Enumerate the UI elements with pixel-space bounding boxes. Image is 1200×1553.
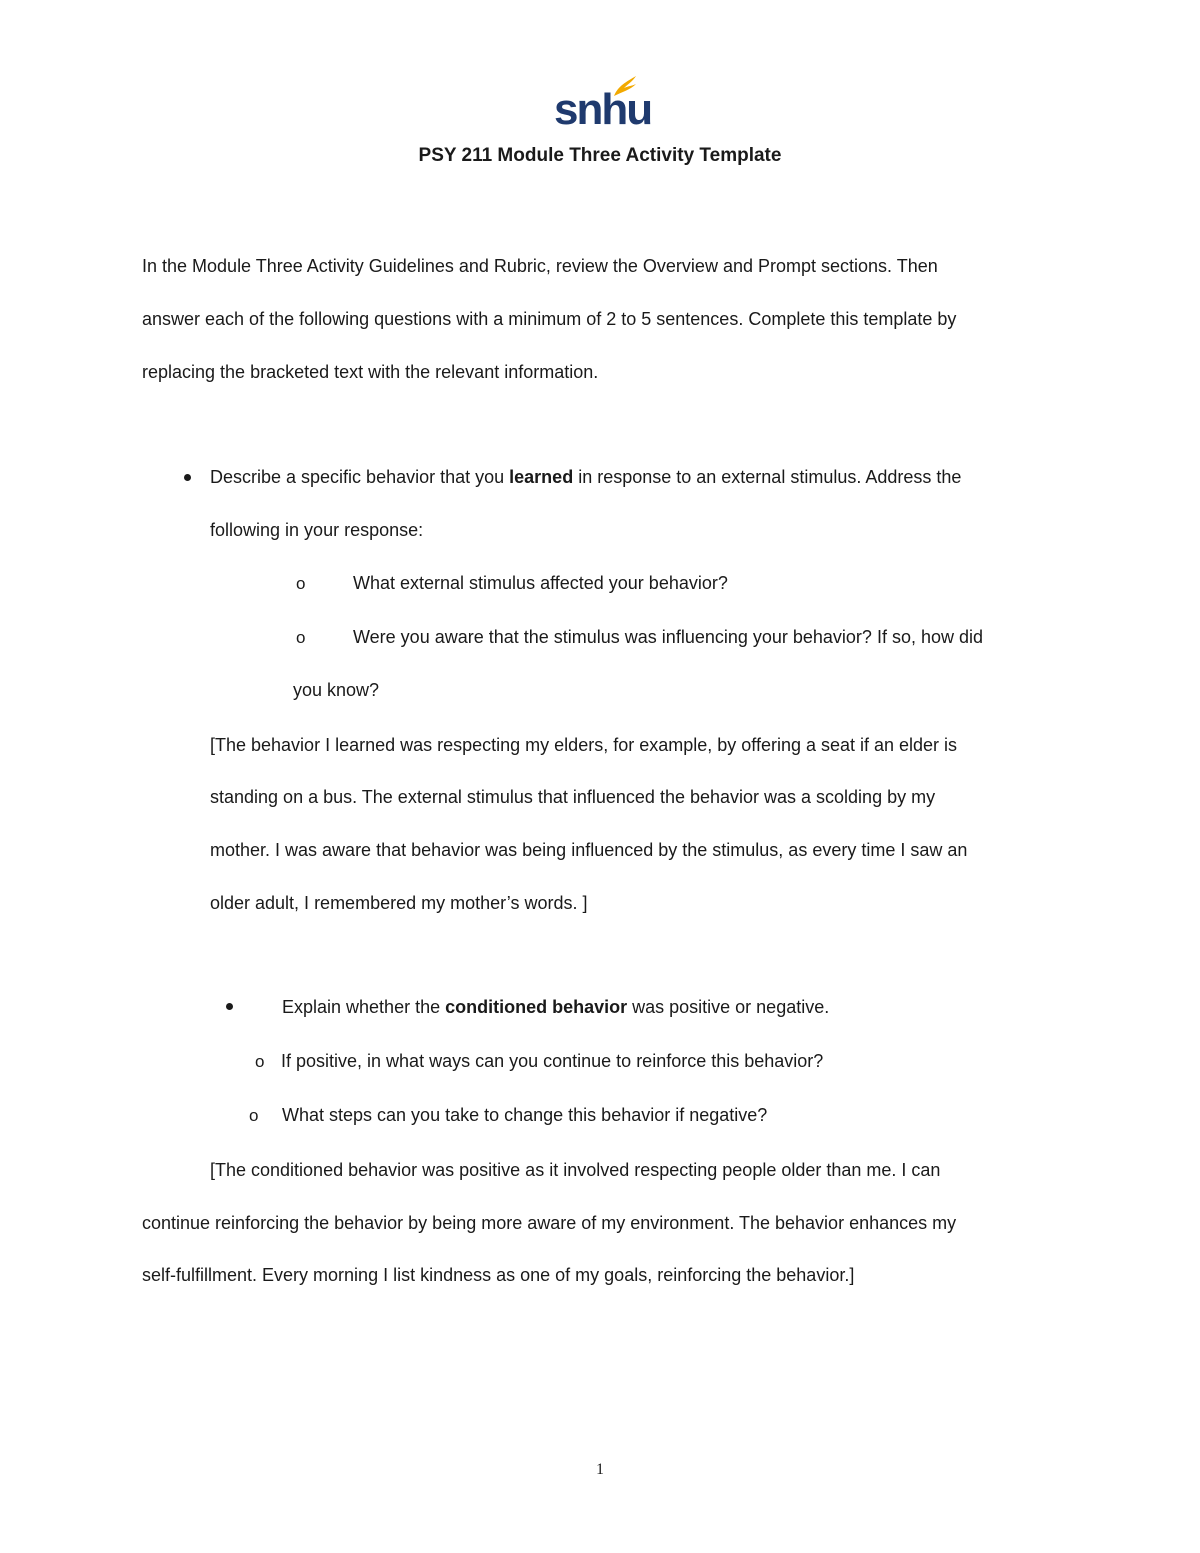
page-title: PSY 211 Module Three Activity Template [418,145,782,166]
q2-prompt-pre: Explain whether the [282,997,446,1017]
logo-wordmark: snhu [554,85,652,134]
sub-bullet-icon: o [296,574,306,593]
sub-bullet-icon: o [249,1106,259,1125]
q2-prompt-bold: conditioned behavior [445,997,628,1017]
sub-bullet-icon: o [296,628,306,647]
intro-line-2: answer each of the following questions with a minimum of 2 to 5 sentences. Complete this template by [142,309,957,329]
page-number: 1 [596,1461,604,1478]
bullet-icon [184,474,191,481]
q1-answer-line-2: standing on a bus. The external stimulus that influenced the behavior was a scolding by my [210,787,936,807]
q1-answer-line-3: mother. I was aware that behavior was being influenced by the stimulus, as every time I saw an [210,840,968,860]
sub-bullet-icon: o [255,1052,265,1071]
q1-prompt-line-1 [210,464,961,490]
q1-prompt-line-2: following in your response: [210,520,424,540]
q2-sub-question-2: What steps can you take to change this behavior if negative? [282,1105,768,1125]
bullet-icon [226,1003,233,1010]
q1-sub-question-2-line-2: you know? [293,680,380,700]
q2-sub-question-1: If positive, in what ways can you continue to reinforce this behavior? [281,1051,824,1071]
snhu-logo [554,74,652,134]
q2-answer-line-1: [The conditioned behavior was positive as it involved respecting people older than me. I can [210,1160,941,1180]
q2-answer-line-2: continue reinforcing the behavior by being more aware of my environment. The behavior enhances my [142,1213,957,1233]
q1-sub-question-2-line-1: Were you aware that the stimulus was influencing your behavior? If so, how did [353,627,983,647]
q1-prompt-bold: learned [509,467,574,487]
intro-line-1: In the Module Three Activity Guidelines and Rubric, review the Overview and Prompt sections. Then [142,256,938,276]
q2-prompt-post: was positive or negative. [627,997,830,1017]
q2-prompt-line-1 [282,994,829,1020]
q2-answer-line-3: self-fulfillment. Every morning I list kindness as one of my goals, reinforcing the behavior.] [142,1265,855,1285]
q1-prompt-post: in response to an external stimulus. Address the [573,467,962,487]
q1-answer-line-1: [The behavior I learned was respecting my elders, for example, by offering a seat if an elder is [210,735,958,755]
q1-answer-line-4: older adult, I remembered my mother’s words. ] [210,893,588,913]
q1-sub-question-1: What external stimulus affected your behavior? [353,573,728,593]
q1-prompt-pre: Describe a specific behavior that you [210,467,510,487]
intro-line-3: replacing the bracketed text with the relevant information. [142,362,599,382]
